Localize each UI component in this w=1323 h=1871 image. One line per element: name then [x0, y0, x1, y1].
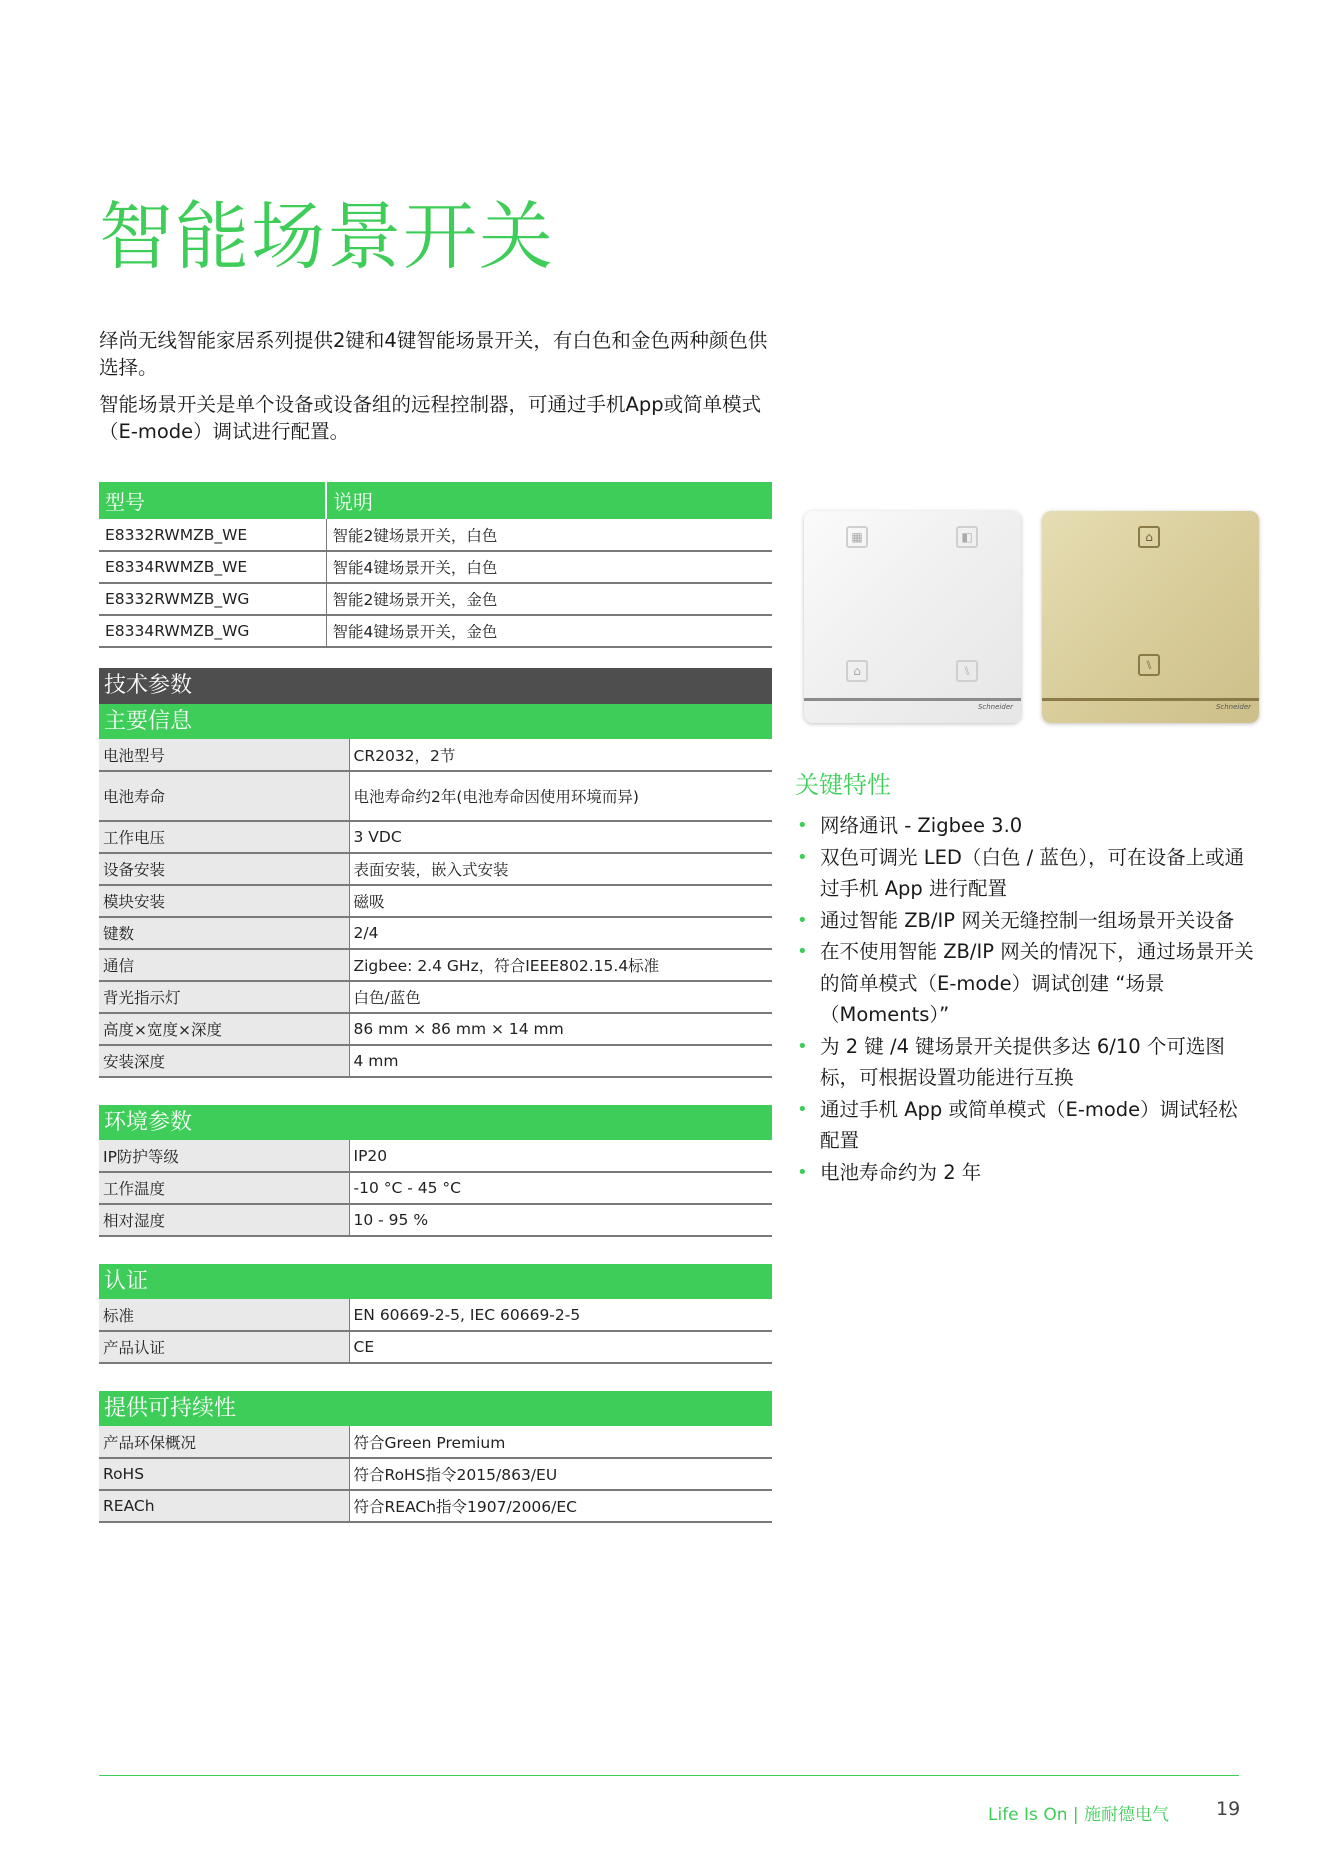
spec-value: 86 mm × 86 mm × 14 mm [349, 1013, 772, 1045]
spec-key: 电池寿命 [99, 771, 349, 821]
list-item: • 电池寿命约为 2 年 [795, 1157, 1255, 1189]
list-item: • 通过手机 App 或简单模式（E-mode）调试轻松配置 [795, 1094, 1255, 1157]
table-row [99, 1331, 772, 1363]
bed-icon: ⌂ [846, 660, 868, 682]
env-params-table [99, 1140, 772, 1237]
spec-key: 背光指示灯 [99, 981, 349, 1013]
spec-value: 2/4 [349, 917, 772, 949]
dining-icon: ⑊ [1138, 654, 1160, 676]
table-row [99, 1172, 772, 1204]
table-row [99, 885, 772, 917]
spec-key: 相对湿度 [99, 1204, 349, 1236]
led-strip [804, 698, 1021, 701]
spec-key: IP防护等级 [99, 1140, 349, 1172]
spec-key: 模块安装 [99, 885, 349, 917]
spec-key: RoHS [99, 1458, 349, 1490]
spec-value: CR2032，2节 [349, 739, 772, 771]
product-images [804, 511, 1251, 727]
spec-value: 磁吸 [349, 885, 772, 917]
footer-brand: Life Is On | 施耐德电气 [988, 1805, 1170, 1825]
table-row [99, 583, 772, 615]
list-item: • 通过智能 ZB/IP 网关无缝控制一组场景开关设备 [795, 905, 1255, 937]
table-row [99, 1458, 772, 1490]
scene-icon: ◧ [956, 526, 978, 548]
table-row [99, 771, 772, 821]
tech-params-heading: 技术参数 [99, 668, 772, 704]
model-code: E8332RWMZB_WE [99, 519, 326, 551]
spec-value: 表面安装，嵌入式安装 [349, 853, 772, 885]
spec-value: 10 - 95 % [349, 1204, 772, 1236]
sustainability-table [99, 1426, 772, 1523]
table-row [99, 551, 772, 583]
spec-value: 白色/蓝色 [349, 981, 772, 1013]
table-row [99, 1426, 772, 1458]
spec-key: 产品认证 [99, 1331, 349, 1363]
spec-value: IP20 [349, 1140, 772, 1172]
features-list [795, 810, 1255, 1188]
table-row [99, 1045, 772, 1077]
spec-key: REACh [99, 1490, 349, 1522]
table-row [99, 1013, 772, 1045]
intro-text [99, 327, 774, 455]
list-item: • 双色可调光 LED（白色 / 蓝色），可在设备上或通过手机 App 进行配置 [795, 842, 1255, 905]
spec-value: 电池寿命约2年(电池寿命因使用环境而异) [349, 771, 772, 821]
env-params-heading: 环境参数 [99, 1105, 772, 1140]
spec-key: 安装深度 [99, 1045, 349, 1077]
description-header: 说明 [326, 482, 772, 519]
spec-key: 工作电压 [99, 821, 349, 853]
spec-value: 符合Green Premium [349, 1426, 772, 1458]
gold-switch-image [1042, 511, 1259, 723]
spec-key: 电池型号 [99, 739, 349, 771]
model-description: 智能2键场景开关，金色 [326, 583, 772, 615]
cert-heading: 认证 [99, 1264, 772, 1299]
table-row [99, 1299, 772, 1331]
model-code: E8332RWMZB_WG [99, 583, 326, 615]
main-info-table [99, 739, 772, 1078]
table-row [99, 519, 772, 551]
spec-value: EN 60669-2-5, IEC 60669-2-5 [349, 1299, 772, 1331]
intro-paragraph-2: 智能场景开关是单个设备或设备组的远程控制器，可通过手机App或简单模式（E-mode）调试进行配置。 [99, 393, 762, 443]
table-row [99, 615, 772, 647]
table-row [99, 981, 772, 1013]
brand-logo: Schneider [1215, 703, 1251, 711]
table-row [99, 1204, 772, 1236]
list-item: • 在不使用智能 ZB/IP 网关的情况下，通过场景开关的简单模式（E-mode）调试创建 “场景（Moments）” [795, 936, 1255, 1031]
list-item: • 网络通讯 - Zigbee 3.0 [795, 810, 1255, 842]
intro-paragraph-1: 绎尚无线智能家居系列提供2键和4键智能场景开关，有白色和金色两种颜色供选择。 [99, 329, 768, 379]
model-header: 型号 [99, 482, 326, 519]
brand-logo: Schneider [977, 703, 1013, 711]
sustainability-heading: 提供可持续性 [99, 1391, 772, 1426]
model-code: E8334RWMZB_WE [99, 551, 326, 583]
spec-key: 标准 [99, 1299, 349, 1331]
table-row [99, 949, 772, 981]
spec-value: CE [349, 1331, 772, 1363]
main-info-heading: 主要信息 [99, 704, 772, 739]
list-item: • 为 2 键 /4 键场景开关提供多达 6/10 个可选图标，可根据设置功能进行互换 [795, 1031, 1255, 1094]
spec-key: 工作温度 [99, 1172, 349, 1204]
features-title: 关键特性 [795, 771, 891, 799]
table-row [99, 917, 772, 949]
spec-value: 3 VDC [349, 821, 772, 853]
led-strip [1042, 698, 1259, 701]
spec-key: 产品环保概况 [99, 1426, 349, 1458]
scene-icon: ▦ [846, 526, 868, 548]
key-features [795, 765, 1255, 1188]
model-description: 智能4键场景开关，白色 [326, 551, 772, 583]
model-description: 智能4键场景开关，金色 [326, 615, 772, 647]
white-switch-image [804, 511, 1021, 723]
spec-key: 设备安装 [99, 853, 349, 885]
table-row [99, 1490, 772, 1522]
model-table [99, 482, 772, 648]
spec-value: 符合REACh指令1907/2006/EC [349, 1490, 772, 1522]
bed-icon: ⌂ [1138, 526, 1160, 548]
cert-table [99, 1299, 772, 1364]
page-number: 19 [1216, 1798, 1241, 1820]
spec-value: 4 mm [349, 1045, 772, 1077]
table-row [99, 1140, 772, 1172]
table-row [99, 739, 772, 771]
spec-key: 键数 [99, 917, 349, 949]
spec-value: 符合RoHS指令2015/863/EU [349, 1458, 772, 1490]
spec-key: 通信 [99, 949, 349, 981]
spec-value: -10 °C - 45 °C [349, 1172, 772, 1204]
model-code: E8334RWMZB_WG [99, 615, 326, 647]
page-title: 智能场景开关 [99, 194, 555, 280]
spec-value: Zigbee: 2.4 GHz，符合IEEE802.15.4标准 [349, 949, 772, 981]
model-description: 智能2键场景开关，白色 [326, 519, 772, 551]
dining-icon: ⑊ [956, 660, 978, 682]
specs-section [99, 668, 772, 1523]
spec-key: 高度×宽度×深度 [99, 1013, 349, 1045]
table-row [99, 853, 772, 885]
table-row [99, 821, 772, 853]
footer-divider [99, 1775, 1239, 1776]
